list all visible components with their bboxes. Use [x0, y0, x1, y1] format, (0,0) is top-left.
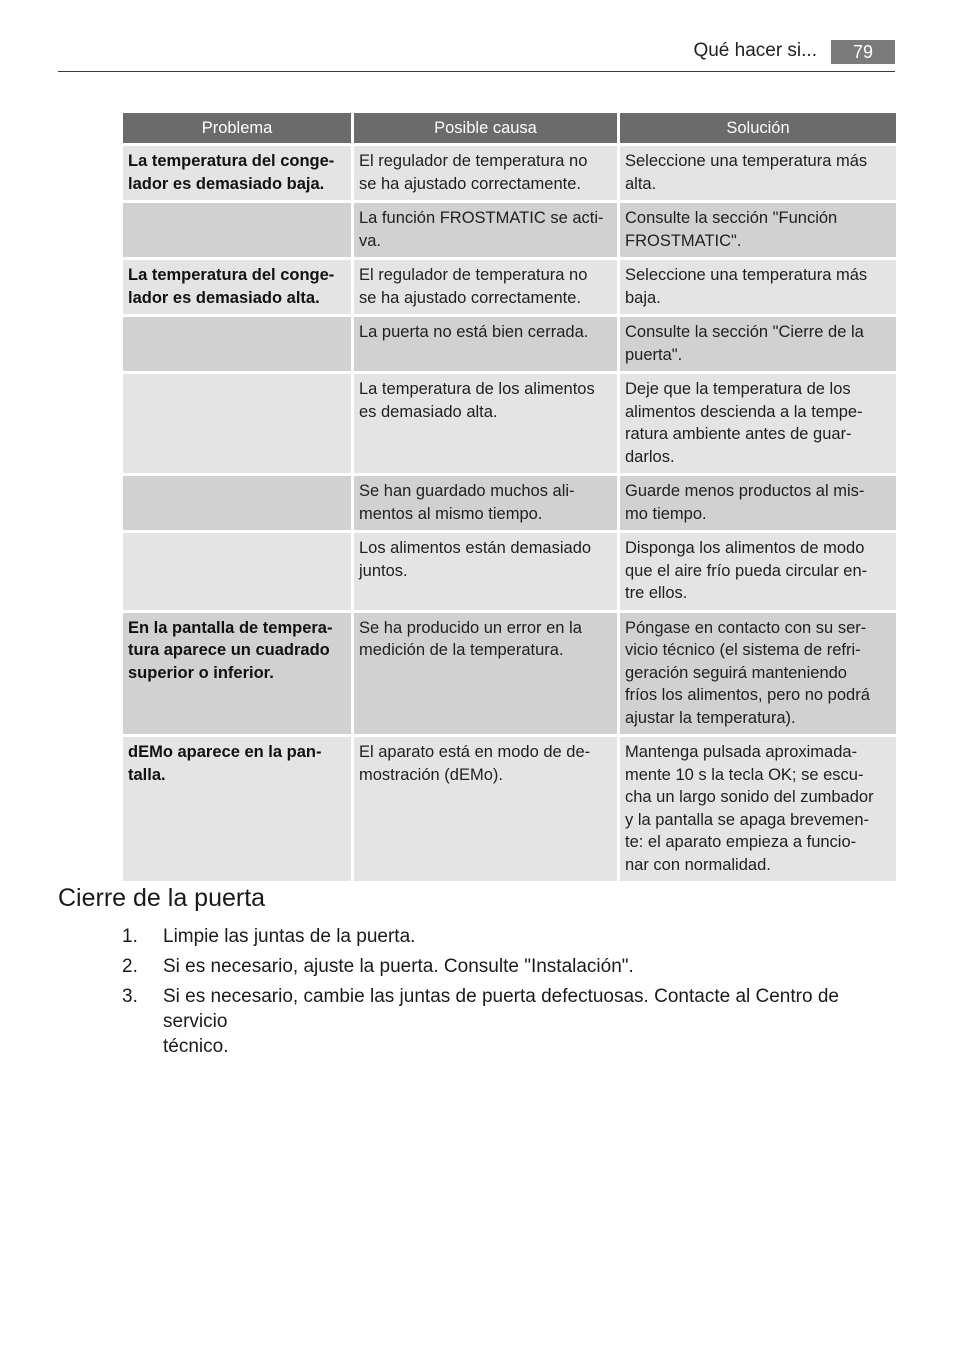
cell-cause: Se ha producido un error en la medición de la temperatura.	[354, 613, 617, 735]
table-row	[123, 737, 896, 881]
table-row	[123, 203, 896, 257]
cell-cause: La temperatura de los alimentos es demasiado alta.	[354, 374, 617, 473]
table-row	[123, 260, 896, 314]
section-title: Cierre de la puerta	[58, 884, 266, 912]
cell-cause: El regulador de temperatura no se ha ajustado correctamente.	[354, 260, 617, 314]
cell-solution: Mantenga pulsada aproximada- mente 10 s la tecla OK; se escu- cha un largo sonido del zumbador y la pantalla se apaga brevemen- te: el aparato empieza a funcio- nar con normalidad.	[620, 737, 896, 881]
steps-list	[122, 924, 897, 1064]
cell-problem	[123, 317, 351, 371]
cell-solution: Consulte la sección "Función FROSTMATIC".	[620, 203, 896, 257]
cell-cause: La función FROSTMATIC se acti- va.	[354, 203, 617, 257]
cell-cause: El regulador de temperatura no se ha ajustado correctamente.	[354, 146, 617, 200]
cell-cause: Los alimentos están demasiado juntos.	[354, 533, 617, 610]
page-number: 79	[831, 40, 895, 64]
table-row	[123, 146, 896, 200]
cell-problem	[123, 476, 351, 530]
cell-problem: En la pantalla de tempera- tura aparece un cuadrado superior o inferior.	[123, 613, 351, 735]
step-text: Si es necesario, ajuste la puerta. Consulte "Instalación".	[163, 956, 634, 977]
cell-solution: Disponga los alimentos de modo que el aire frío pueda circular en- tre ellos.	[620, 533, 896, 610]
step-text: Si es necesario, cambie las juntas de puerta defectuosas. Contacte al Centro de servicio técnico.	[163, 986, 839, 1057]
step-number: 3.	[122, 986, 138, 1007]
cell-cause: El aparato está en modo de de- mostración (dEMo).	[354, 737, 617, 881]
header-title: Qué hacer si...	[693, 40, 817, 61]
page-header	[58, 38, 895, 72]
table-row	[123, 476, 896, 530]
cell-problem	[123, 374, 351, 473]
list-item	[122, 924, 897, 949]
troubleshooting-table	[120, 110, 899, 884]
cell-solution: Seleccione una temperatura más baja.	[620, 260, 896, 314]
column-header-problem: Problema	[123, 113, 351, 143]
list-item	[122, 954, 897, 979]
cell-problem: La temperatura del conge- lador es demasiado alta.	[123, 260, 351, 314]
cell-solution: Consulte la sección "Cierre de la puerta".	[620, 317, 896, 371]
cell-solution: Seleccione una temperatura más alta.	[620, 146, 896, 200]
table-row	[123, 613, 896, 735]
table-row	[123, 317, 896, 371]
cell-solution: Guarde menos productos al mis- mo tiempo.	[620, 476, 896, 530]
cell-problem	[123, 203, 351, 257]
cell-solution: Deje que la temperatura de los alimentos descienda a la tempe- ratura ambiente antes de guar- darlos.	[620, 374, 896, 473]
step-number: 2.	[122, 956, 138, 977]
cell-cause: La puerta no está bien cerrada.	[354, 317, 617, 371]
cell-problem: dEMo aparece en la pan- talla.	[123, 737, 351, 881]
cell-cause: Se han guardado muchos ali- mentos al mismo tiempo.	[354, 476, 617, 530]
cell-problem: La temperatura del conge- lador es demasiado baja.	[123, 146, 351, 200]
cell-problem	[123, 533, 351, 610]
table-header-row	[123, 113, 896, 143]
step-number: 1.	[122, 926, 138, 947]
table-row	[123, 533, 896, 610]
list-item	[122, 984, 897, 1059]
step-text: Limpie las juntas de la puerta.	[163, 926, 416, 947]
column-header-cause: Posible causa	[354, 113, 617, 143]
column-header-solution: Solución	[620, 113, 896, 143]
table-row	[123, 374, 896, 473]
cell-solution: Póngase en contacto con su ser- vicio técnico (el sistema de refri- geración seguirá manteniendo fríos los alimentos, pero no podrá ajustar la temperatura).	[620, 613, 896, 735]
